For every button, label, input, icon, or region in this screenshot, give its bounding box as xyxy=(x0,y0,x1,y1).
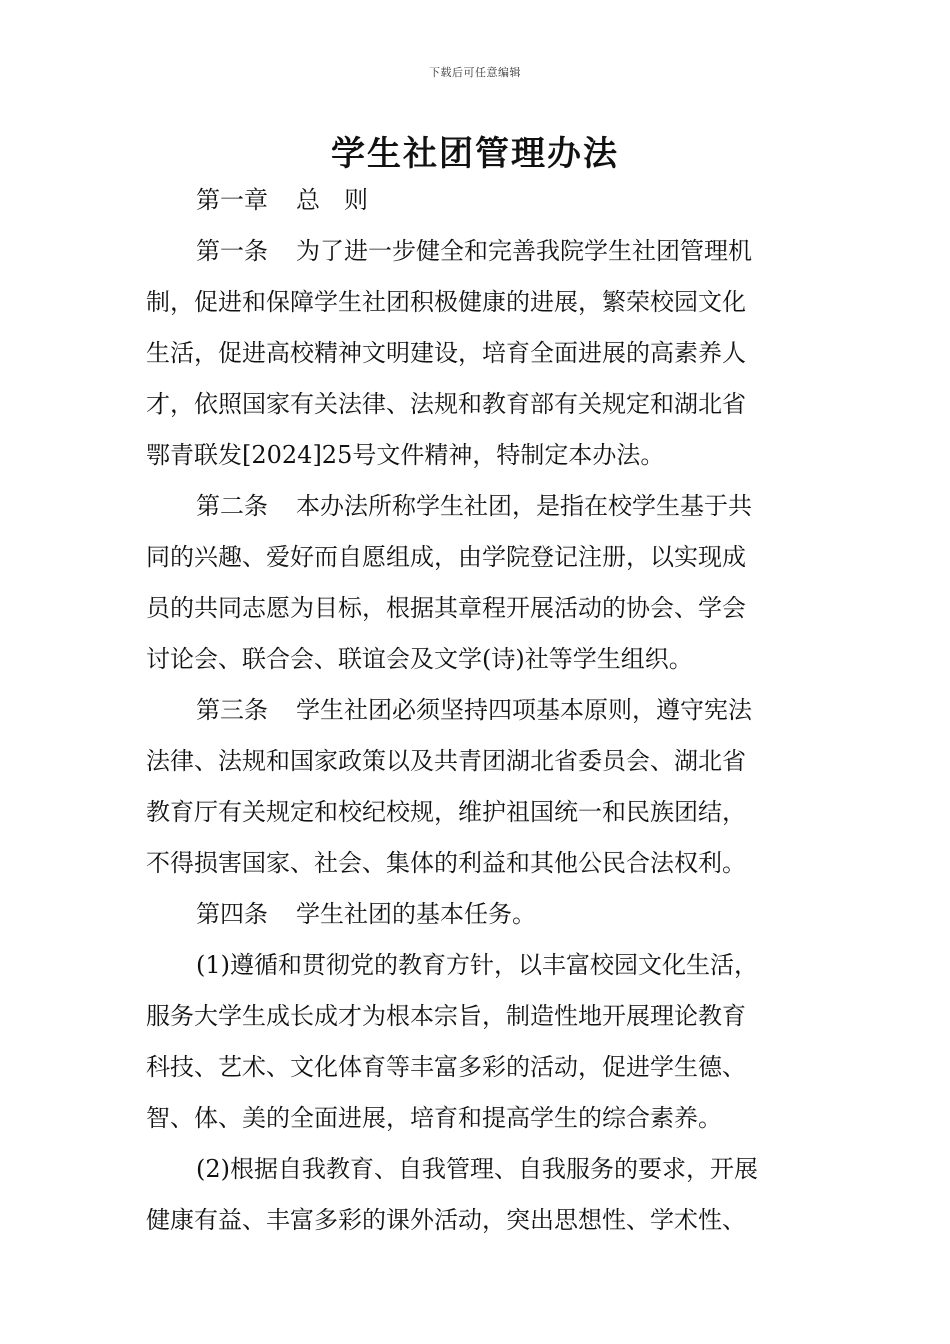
article-3-first-line xyxy=(146,685,806,736)
document-title: 学生社团管理办法 xyxy=(331,134,619,174)
paragraph-line: 科技、艺术、文化体育等丰富多彩的活动，促进学生德、 xyxy=(146,1053,746,1081)
article-1-text: 为了进一步健全和完善我院学生社团管理机 xyxy=(296,237,752,265)
paragraph-line: 鄂青联发[2024]25号文件精神，特制定本办法。 xyxy=(146,441,665,469)
article-3-text: 学生社团必须坚持四项基本原则，遵守宪法 xyxy=(296,696,752,724)
article-2-text: 本办法所称学生社团，是指在校学生基于共 xyxy=(296,492,752,520)
article-4-label: 第四条 xyxy=(196,900,268,928)
paragraph-line: 服务大学生成长成才为根本宗旨，制造性地开展理论教育 xyxy=(146,1002,746,1030)
article-1-first-line xyxy=(146,226,806,277)
paragraph-line: 教育厅有关规定和校纪校规，维护祖国统一和民族团结， xyxy=(146,798,746,826)
paragraph-line: 法律、法规和国家政策以及共青团湖北省委员会、湖北省 xyxy=(146,747,746,775)
paragraph-line: 制，促进和保障学生社团积极健康的进展，繁荣校园文化 xyxy=(146,288,746,316)
chapter-number: 第一章 xyxy=(196,186,268,214)
paragraph-line: 才，依照国家有关法律、法规和教育部有关规定和湖北省 xyxy=(146,390,746,418)
paragraph-line: 健康有益、丰富多彩的课外活动，突出思想性、学术性、 xyxy=(146,1206,746,1234)
article-4-text: 学生社团的基本任务。 xyxy=(296,900,536,928)
paragraph-line: 员的共同志愿为目标，根据其章程开展活动的协会、学会 xyxy=(146,594,746,622)
article-4-first-line xyxy=(146,889,806,940)
article-3-label: 第三条 xyxy=(196,696,268,724)
paragraph-line: 不得损害国家、社会、集体的利益和其他公民合法权利。 xyxy=(146,849,746,877)
chapter-name: 总 则 xyxy=(296,186,368,214)
chapter-heading xyxy=(146,175,806,226)
paragraph-line: 智、体、美的全面进展，培育和提高学生的综合素养。 xyxy=(146,1104,722,1132)
article-2-first-line xyxy=(146,481,806,532)
paragraph-line: 生活，促进高校精神文明建设，培育全面进展的高素养人 xyxy=(146,339,746,367)
paragraph-line: 同的兴趣、爱好而自愿组成，由学院登记注册，以实现成 xyxy=(146,543,746,571)
document-body xyxy=(146,175,806,1246)
header-note: 下载后可任意编辑 xyxy=(429,66,521,79)
item-1-first-line: (1)遵循和贯彻党的教育方针，以丰富校园文化生活， xyxy=(196,951,758,979)
article-1-label: 第一条 xyxy=(196,237,268,265)
article-2-label: 第二条 xyxy=(196,492,268,520)
paragraph-line: 讨论会、联合会、联谊会及文学(诗)社等学生组织。 xyxy=(146,645,693,673)
item-2-first-line: (2)根据自我教育、自我管理、自我服务的要求，开展 xyxy=(196,1155,758,1183)
